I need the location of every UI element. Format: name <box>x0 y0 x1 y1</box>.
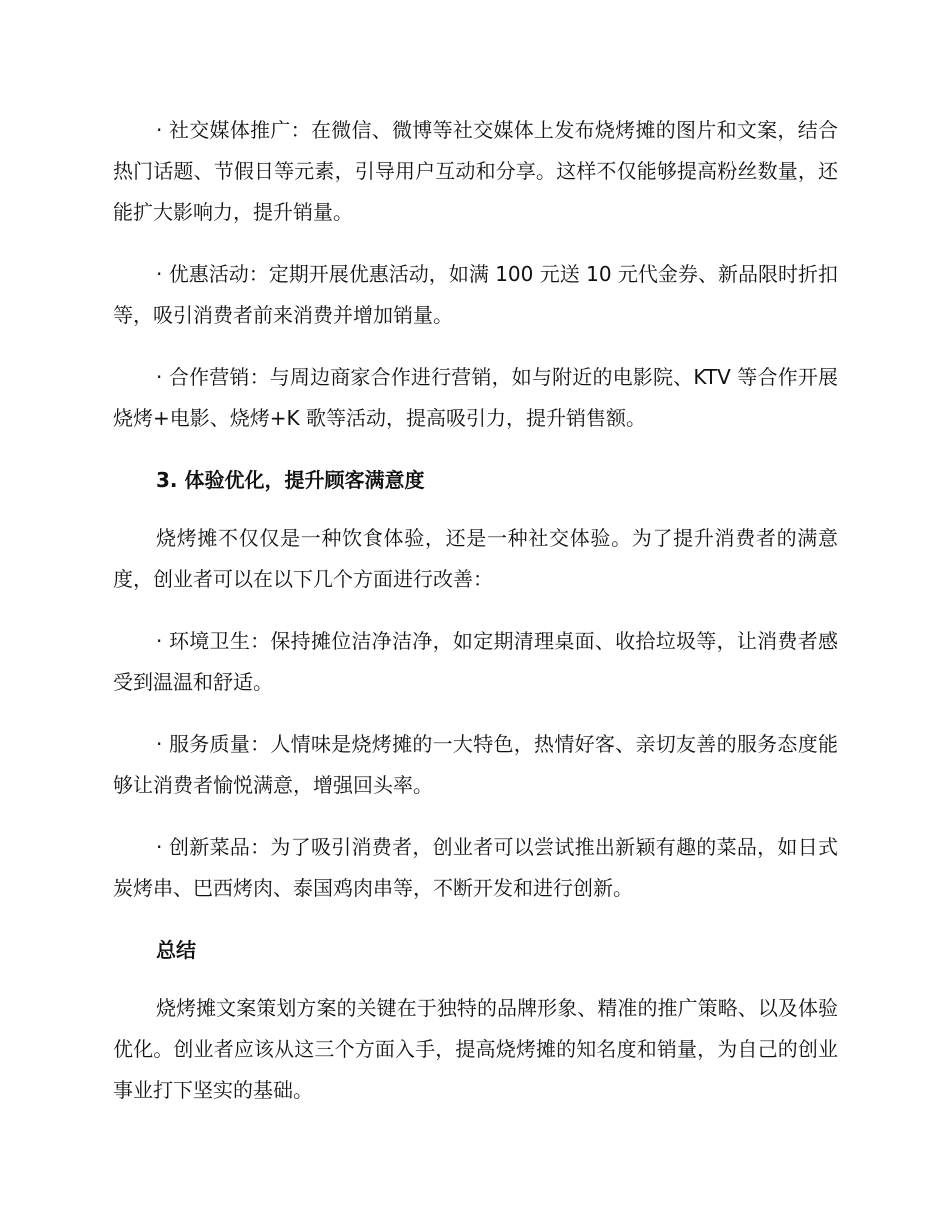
bullet-hygiene: · 环境卫生：保持摊位洁净洁净，如定期清理桌面、收拾垃圾等，让消费者感受到温温和舒适。 <box>113 629 838 694</box>
document-body <box>113 110 838 1132</box>
bullet-service: · 服务质量：人情味是烧烤摊的一大特色，热情好客、亲切友善的服务态度能够让消费者愉悦满意，增强回头率。 <box>113 732 838 797</box>
summary-heading: 总结 <box>156 938 196 962</box>
bullet-social-media: · 社交媒体推广：在微信、微博等社交媒体上发布烧烤摊的图片和文案，结合热门话题、节假日等元素，引导用户互动和分享。这样不仅能够提高粉丝数量，还能扩大影响力，提升销量。 <box>113 118 838 224</box>
bullet-partnership: · 合作营销：与周边商家合作进行营销，如与附近的电影院、KTV 等合作开展烧烤+电影、烧烤+K 歌等活动，提高吸引力，提升销售额。 <box>113 365 838 430</box>
bullet-promotions: · 优惠活动：定期开展优惠活动，如满 100 元送 10 元代金券、新品限时折扣等，吸引消费者前来消费并增加销量。 <box>113 262 838 327</box>
bullet-dishes: · 创新菜品：为了吸引消费者，创业者可以尝试推出新颖有趣的菜品，如日式炭烤串、巴西烤肉、泰国鸡肉串等，不断开发和进行创新。 <box>113 835 838 900</box>
summary-text: 烧烤摊文案策划方案的关键在于独特的品牌形象、精准的推广策略、以及体验优化。创业者应该从这三个方面入手，提高烧烤摊的知名度和销量，为自己的创业事业打下坚实的基础。 <box>113 996 838 1102</box>
section-heading-experience: 3. 体验优化，提升顾客满意度 <box>156 468 425 492</box>
section-intro: 烧烤摊不仅仅是一种饮食体验，还是一种社交体验。为了提升消费者的满意度，创业者可以在以下几个方面进行改善： <box>113 526 838 591</box>
